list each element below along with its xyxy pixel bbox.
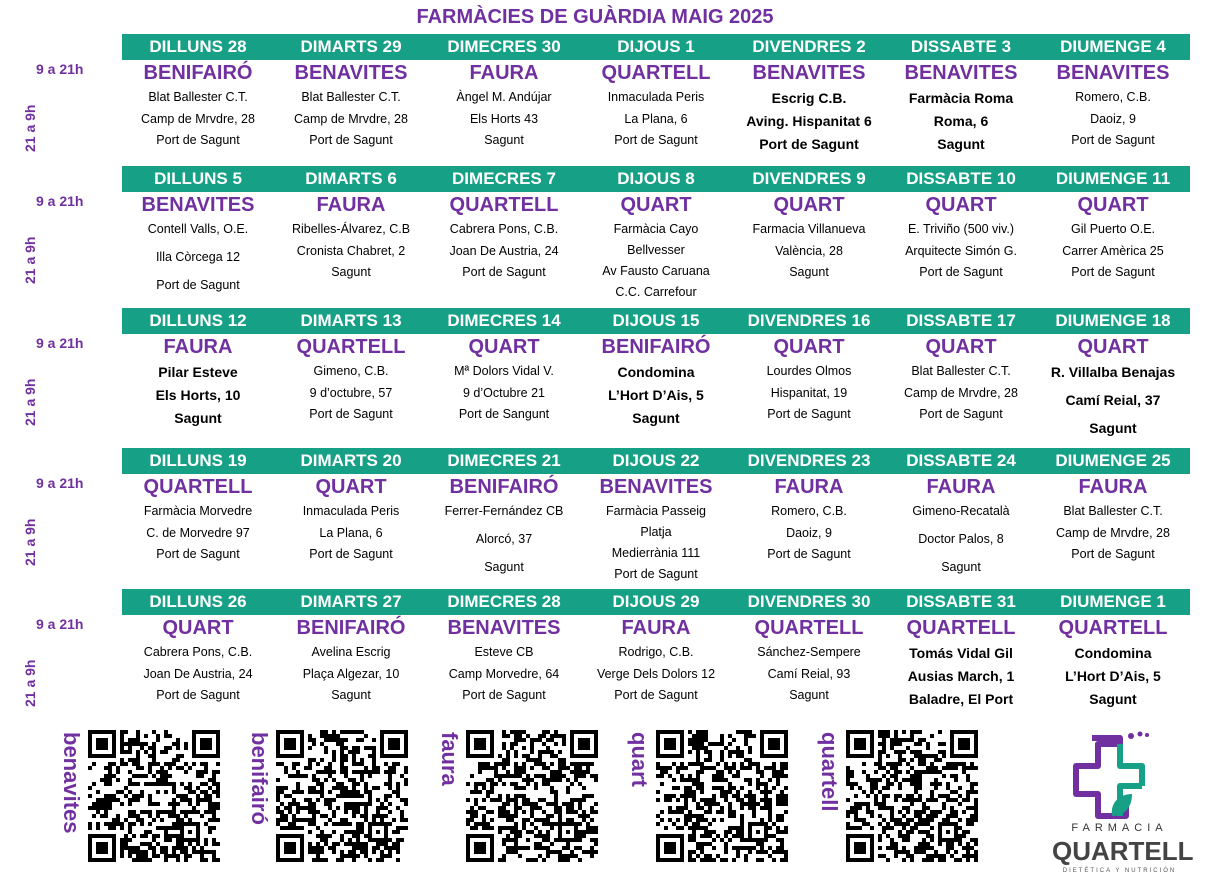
pharmacy-detail-line: Blat Ballester C.T.: [1063, 504, 1163, 518]
day-label: DIMECRES 21: [447, 451, 561, 470]
pharmacy-detail-line: Carrer Amèrica 25: [1062, 243, 1164, 258]
pharmacy-detail-line: Cronista Chabret, 2: [296, 243, 406, 258]
pharmacy-detail-line: Condomina: [1074, 645, 1152, 661]
pharmacy-town: FAURA: [316, 194, 386, 216]
qr-code-icon[interactable]: [466, 730, 598, 862]
day-cell: [122, 589, 274, 719]
pharmacy-detail-line: Port de Sagunt: [156, 547, 240, 561]
pharmacy-detail-line: Blat Ballester C.T.: [911, 364, 1011, 378]
pharmacy-detail-line: Port de Sagunt: [156, 688, 240, 702]
pharmacy-town: BENAVITES: [752, 62, 866, 84]
pharmacy-detail-line: C. de Morvedre 97: [146, 525, 250, 540]
night-hours-label: 21 a 9h: [22, 518, 38, 566]
pharmacy-detail-line: Port de Sagunt: [759, 136, 859, 152]
pharmacy-town: QUART: [162, 617, 234, 639]
day-label: DIMARTS 20: [300, 451, 402, 470]
pharmacy-town: QUARTELL: [754, 617, 864, 639]
day-cell: [885, 34, 1037, 164]
qr-code-icon[interactable]: [88, 730, 220, 862]
pharmacy-detail-line: Port de Sagunt: [919, 407, 1003, 421]
pharmacy-detail-line: Sagunt: [174, 410, 222, 426]
pharmacy-detail-line: Cabrera Pons, C.B.: [449, 222, 559, 236]
pharmacy-detail-line: Daoiz, 9: [786, 525, 832, 540]
day-label: DIJOUS 29: [612, 592, 700, 611]
pharmacy-detail-line: Condomina: [617, 364, 695, 380]
pharmacy-town: QUART: [1077, 336, 1149, 358]
pharmacy-detail-line: Aving. Hispanitat 6: [746, 113, 872, 129]
day-cell: [122, 448, 274, 578]
pharmacy-detail-line: E. Triviño (500 viv.): [907, 222, 1015, 236]
pharmacy-detail-line: Port de Sagunt: [767, 407, 851, 421]
day-cell: [122, 34, 274, 164]
day-cell: [122, 166, 274, 296]
day-hours-label: 9 a 21h: [36, 193, 84, 209]
day-hours-label: 9 a 21h: [36, 475, 84, 491]
pharmacy-detail-line: Ribelles-Álvarez, C.B: [291, 222, 411, 236]
pharmacy-town: FAURA: [163, 336, 233, 358]
day-label: DIMARTS 29: [300, 37, 402, 56]
pharmacy-detail-line: Port de Sagunt: [462, 688, 546, 702]
pharmacy-town: QUART: [620, 194, 692, 216]
night-hours-label: 21 a 9h: [22, 659, 38, 707]
pharmacy-detail-line: Roma, 6: [933, 113, 989, 129]
pharmacy-town: FAURA: [1078, 476, 1148, 498]
pharmacy-town: QUARTELL: [143, 476, 253, 498]
pharmacy-detail-line: Port de Sagunt: [309, 407, 393, 421]
day-cell: [275, 308, 427, 438]
pharmacy-town: BENIFAIRÓ: [296, 617, 406, 639]
farmacia-quartell-logo: [1052, 728, 1194, 880]
qr-code-label: quartell: [817, 732, 842, 812]
day-label: DIUMENGE 1: [1060, 592, 1166, 611]
pharmacy-detail-line: Gil Puerto O.E.: [1070, 222, 1156, 236]
day-cell: [580, 308, 732, 438]
qr-code-label: benavites: [59, 732, 84, 834]
qr-code-label: faura: [437, 732, 462, 786]
day-cell: [580, 448, 732, 581]
pharmacy-detail-line: Àngel M. Andújar: [456, 90, 552, 104]
pharmacy-town: BENAVITES: [294, 62, 408, 84]
qr-code-label: quart: [627, 732, 652, 787]
pharmacy-detail-line: Port de Sagunt: [919, 265, 1003, 279]
pharmacy-detail-line: Tomás Vidal Gil: [909, 645, 1013, 661]
day-label: DISSABTE 17: [906, 311, 1016, 330]
pharmacy-detail-line: Sagunt: [331, 688, 371, 702]
day-cell: [428, 448, 580, 578]
pharmacy-detail-line: Joan De Austria, 24: [449, 243, 559, 258]
logo-text-tagline: DIETÉTICA Y NUTRICIÓN: [1062, 868, 1177, 874]
pharmacy-detail-line: Sagunt: [632, 410, 680, 426]
pharmacy-town: QUARTELL: [1058, 617, 1168, 639]
pharmacy-town: BENAVITES: [904, 62, 1018, 84]
day-label: DILLUNS 26: [149, 592, 247, 611]
day-cell: [733, 34, 885, 164]
day-label: DIUMENGE 11: [1055, 169, 1171, 188]
pharmacy-detail-line: Contell Valls, O.E.: [147, 222, 249, 236]
week-row: [0, 448, 1210, 581]
day-label: DIUMENGE 25: [1055, 451, 1171, 470]
pharmacy-detail-line: Camp de Mrvdre, 28: [904, 385, 1018, 400]
pharmacy-detail-line: Sagunt: [941, 560, 981, 574]
pharmacy-town: QUARTELL: [449, 194, 559, 216]
day-label: DIUMENGE 4: [1060, 37, 1166, 56]
pharmacy-detail-line: Port de Sagunt: [614, 567, 698, 581]
pharmacy-detail-line: Gimeno-Recatalà: [912, 504, 1010, 518]
pharmacy-detail-line: Blat Ballester C.T.: [148, 90, 248, 104]
pharmacy-detail-line: Romero, C.B.: [1075, 90, 1151, 104]
week-row: [0, 166, 1210, 299]
pharmacy-detail-line: Camí Reial, 93: [767, 666, 851, 681]
day-label: DIMECRES 7: [452, 169, 556, 188]
pharmacy-detail-line: Medierrània 111: [611, 546, 701, 560]
pharmacy-detail-line: Port de Sagunt: [614, 133, 698, 147]
pharmacy-detail-line: Port de Sagunt: [1071, 133, 1155, 147]
day-cell: [1037, 589, 1189, 719]
pharmacy-detail-line: Sagunt: [484, 560, 524, 574]
pharmacy-detail-line: Farmacia Villanueva: [752, 222, 866, 236]
pharmacy-detail-line: Camp de Mrvdre, 28: [294, 111, 408, 126]
day-label: DISSABTE 31: [906, 592, 1016, 611]
pharmacy-detail-line: L’Hort D’Ais, 5: [1065, 668, 1161, 684]
pharmacy-detail-line: C.C. Carrefour: [615, 285, 697, 299]
qr-code-icon[interactable]: [276, 730, 408, 862]
night-hours-label: 21 a 9h: [22, 104, 38, 152]
pharmacy-detail-line: Platja: [640, 525, 672, 539]
day-label: DILLUNS 19: [149, 451, 247, 470]
pharmacy-detail-line: Joan De Austria, 24: [143, 666, 253, 681]
day-cell: [885, 166, 1037, 296]
pharmacy-town: BENAVITES: [1056, 62, 1170, 84]
day-label: DISSABTE 10: [906, 169, 1016, 188]
pharmacy-detail-line: La Plana, 6: [319, 525, 383, 540]
pharmacy-detail-line: Farmàcia Passeig: [605, 504, 707, 518]
pharmacy-detail-line: Port de Sagunt: [1071, 265, 1155, 279]
day-label: DIVENDRES 2: [752, 37, 866, 56]
pharmacy-detail-line: Sagunt: [789, 688, 829, 702]
day-hours-label: 9 a 21h: [36, 616, 84, 632]
day-cell: [275, 34, 427, 164]
day-cell: [1037, 448, 1189, 578]
day-cell: [428, 166, 580, 296]
logo-text-farmacia: FARMACIA: [1071, 822, 1168, 834]
day-label: DIUMENGE 18: [1055, 311, 1171, 330]
pharmacy-detail-line: Port de Sagunt: [614, 688, 698, 702]
pharmacy-detail-line: Avelina Escrig: [311, 645, 391, 659]
pharmacy-town: QUARTELL: [906, 617, 1016, 639]
pharmacy-detail-line: Inmaculada Peris: [607, 90, 705, 104]
pharmacy-detail-line: Gimeno, C.B.: [313, 364, 389, 378]
pharmacy-detail-line: Sagunt: [1089, 691, 1137, 707]
pharmacy-town: QUART: [925, 336, 997, 358]
pharmacy-detail-line: Cabrera Pons, C.B.: [143, 645, 253, 659]
pharmacy-town: FAURA: [774, 476, 844, 498]
night-hours-label: 21 a 9h: [22, 236, 38, 284]
pharmacy-detail-line: Ferrer-Fernández CB: [444, 504, 564, 518]
pharmacy-town: BENIFAIRÓ: [449, 476, 559, 498]
day-label: DISSABTE 3: [910, 37, 1012, 56]
pharmacy-town: BENAVITES: [141, 194, 255, 216]
qr-code-icon[interactable]: [656, 730, 788, 862]
day-cell: [122, 308, 274, 438]
day-label: DIMECRES 30: [447, 37, 561, 56]
pharmacy-town: FAURA: [926, 476, 996, 498]
pharmacy-detail-line: Sagunt: [789, 265, 829, 279]
day-label: DIMECRES 14: [447, 311, 561, 330]
day-cell: [275, 589, 427, 719]
pharmacy-town: QUART: [773, 336, 845, 358]
pharmacy-detail-line: Sagunt: [484, 133, 524, 147]
pharmacy-detail-line: Inmaculada Peris: [302, 504, 400, 518]
logo-text-quartell: QUARTELL: [1052, 836, 1194, 866]
day-hours-label: 9 a 21h: [36, 335, 84, 351]
day-label: DILLUNS 28: [149, 37, 247, 56]
pharmacy-detail-line: Port de Sagunt: [462, 265, 546, 279]
day-label: DIMARTS 13: [300, 311, 402, 330]
day-cell: [580, 166, 732, 299]
pharmacy-town: BENIFAIRÓ: [143, 62, 253, 84]
pharmacy-detail-line: Daoiz, 9: [1090, 111, 1136, 126]
pharmacy-detail-line: Farmàcia Morvedre: [143, 504, 253, 518]
night-hours-label: 21 a 9h: [22, 378, 38, 426]
pharmacy-town: QUART: [925, 194, 997, 216]
week-row: [0, 308, 1210, 438]
day-cell: [1037, 34, 1189, 164]
pharmacy-town: BENIFAIRÓ: [601, 336, 711, 358]
day-cell: [428, 308, 580, 438]
day-label: DILLUNS 12: [149, 311, 247, 330]
qr-code-icon[interactable]: [846, 730, 978, 862]
pharmacy-town: QUARTELL: [296, 336, 406, 358]
pharmacy-town: BENAVITES: [599, 476, 713, 498]
pharmacy-detail-line: Port de Sagunt: [767, 547, 851, 561]
pharmacy-town: QUARTELL: [601, 62, 711, 84]
pharmacy-detail-line: Camp de Mrvdre, 28: [1056, 525, 1170, 540]
pharmacy-town: QUART: [1077, 194, 1149, 216]
pharmacy-detail-line: 9 d’octubre, 57: [309, 385, 393, 400]
pharmacy-detail-line: Blat Ballester C.T.: [301, 90, 401, 104]
pharmacy-detail-line: Els Horts 43: [469, 111, 539, 126]
pharmacy-detail-line: Port de Sagunt: [309, 133, 393, 147]
pharmacy-detail-line: Doctor Palos, 8: [918, 532, 1004, 546]
pharmacy-detail-line: Ausias March, 1: [907, 668, 1015, 684]
pharmacy-detail-line: Farmàcia Cayo: [613, 222, 699, 236]
pharmacy-detail-line: Hispanitat, 19: [770, 385, 848, 400]
pharmacy-detail-line: Baladre, El Port: [908, 691, 1014, 707]
pharmacy-detail-line: Port de Sagunt: [1071, 547, 1155, 561]
day-cell: [733, 589, 885, 719]
pharmacy-detail-line: 9 d’Octubre 21: [463, 385, 545, 400]
pharmacy-detail-line: Port de Sagunt: [309, 547, 393, 561]
day-label: DILLUNS 5: [154, 169, 242, 188]
pharmacy-detail-line: Sánchez-Sempere: [757, 645, 861, 659]
day-label: DIVENDRES 23: [747, 451, 871, 470]
pharmacy-detail-line: Port de Sagunt: [156, 133, 240, 147]
day-cell: [885, 448, 1037, 578]
pharmacy-town: QUART: [315, 476, 387, 498]
pharmacy-town: QUART: [773, 194, 845, 216]
day-cell: [428, 34, 580, 164]
pharmacy-cross-icon: [1052, 728, 1187, 820]
day-label: DIVENDRES 16: [747, 311, 871, 330]
pharmacy-detail-line: Sagunt: [937, 136, 985, 152]
pharmacy-detail-line: Av Fausto Caruana: [602, 264, 710, 278]
day-label: DIJOUS 1: [617, 37, 695, 56]
day-cell: [580, 589, 732, 719]
day-label: DIVENDRES 30: [747, 592, 871, 611]
day-label: DIMARTS 6: [305, 169, 397, 188]
pharmacy-detail-line: València, 28: [775, 243, 843, 258]
pharmacy-town: QUART: [468, 336, 540, 358]
day-label: DIMARTS 27: [300, 592, 402, 611]
pharmacy-detail-line: Camp de Mrvdre, 28: [141, 111, 255, 126]
day-cell: [733, 166, 885, 296]
pharmacy-town: FAURA: [621, 617, 691, 639]
day-label: DIJOUS 15: [612, 311, 700, 330]
pharmacy-detail-line: Pilar Esteve: [158, 364, 238, 380]
pharmacy-detail-line: Farmàcia Roma: [908, 90, 1014, 106]
pharmacy-detail-line: Verge Dels Dolors 12: [596, 666, 716, 681]
pharmacy-town: FAURA: [469, 62, 539, 84]
qr-code-label: benifairó: [247, 732, 272, 825]
day-label: DIJOUS 22: [612, 451, 700, 470]
pharmacy-detail-line: Esteve CB: [474, 645, 534, 659]
pharmacy-town: BENAVITES: [447, 617, 561, 639]
pharmacy-detail-line: R. Villalba Benajas: [1050, 364, 1176, 380]
pharmacy-detail-line: La Plana, 6: [624, 111, 688, 126]
day-cell: [1037, 166, 1189, 296]
week-row: [0, 34, 1210, 164]
pharmacy-detail-line: Lourdes Olmos: [766, 364, 852, 378]
day-label: DIVENDRES 9: [752, 169, 866, 188]
day-hours-label: 9 a 21h: [36, 61, 84, 77]
day-label: DIMECRES 28: [447, 592, 561, 611]
page-title: FARMÀCIES DE GUÀRDIA MAIG 2025: [416, 6, 774, 28]
pharmacy-detail-line: Port de Sangunt: [458, 407, 550, 421]
pharmacy-detail-line: Port de Sagunt: [156, 278, 240, 292]
week-row: [0, 589, 1210, 719]
pharmacy-detail-line: Plaça Algezar, 10: [302, 666, 400, 681]
pharmacy-detail-line: Els Horts, 10: [155, 387, 241, 403]
pharmacy-detail-line: Escrig C.B.: [771, 90, 847, 106]
day-cell: [885, 308, 1037, 438]
pharmacy-detail-line: Bellvesser: [627, 243, 685, 257]
day-cell: [733, 448, 885, 578]
pharmacy-detail-line: Sagunt: [1089, 420, 1137, 436]
day-label: DIJOUS 8: [617, 169, 695, 188]
pharmacy-detail-line: Camí Reial, 37: [1065, 392, 1161, 408]
pharmacy-detail-line: Sagunt: [331, 265, 371, 279]
pharmacy-detail-line: Illa Còrcega 12: [155, 250, 241, 264]
day-cell: [275, 166, 427, 296]
pharmacy-detail-line: Rodrigo, C.B.: [618, 645, 694, 659]
pharmacy-detail-line: Romero, C.B.: [771, 504, 847, 518]
pharmacy-detail-line: L’Hort D’Ais, 5: [608, 387, 704, 403]
day-cell: [580, 34, 732, 164]
pharmacy-detail-line: Mª Dolors Vidal V.: [454, 364, 554, 378]
day-cell: [275, 448, 427, 578]
day-cell: [733, 308, 885, 438]
day-cell: [885, 589, 1037, 719]
day-cell: [1037, 308, 1189, 438]
day-label: DISSABTE 24: [906, 451, 1016, 470]
pharmacy-detail-line: Arquitecte Simón G.: [905, 243, 1017, 258]
pharmacy-detail-line: Camp Morvedre, 64: [448, 666, 560, 681]
pharmacy-detail-line: Alorcó, 37: [475, 532, 533, 546]
day-cell: [428, 589, 580, 719]
